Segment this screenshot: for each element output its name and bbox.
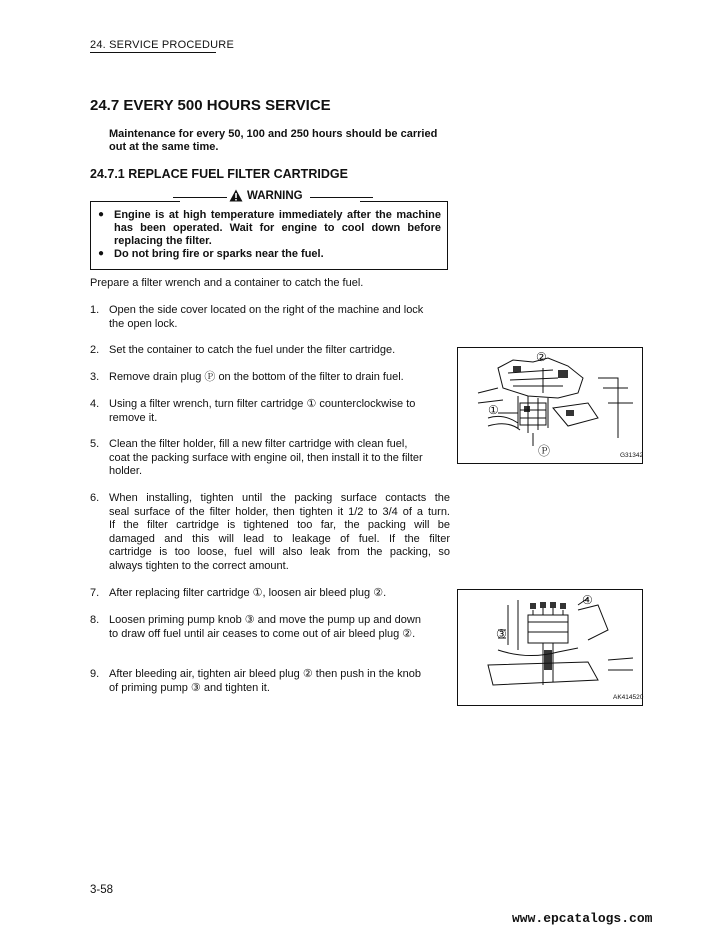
warning-title — [230, 190, 303, 202]
step-line: to draw off fuel until air ceases to come out of air bleed plug ②. — [109, 627, 416, 640]
step-number: 5. — [90, 438, 100, 450]
step-line: Clean the filter holder, fill a new filter cartridge with clean fuel, — [109, 438, 408, 450]
step-number: 3. — [90, 371, 100, 383]
step-number: 7. — [90, 587, 100, 599]
step-line: seal surface of the filter holder, then tighten it 1/2 to 3/4 of a turn. — [109, 505, 450, 518]
figure-priming-pump — [457, 589, 643, 706]
step-6 — [90, 492, 450, 574]
step-line: Set the container to catch the fuel under the filter cartridge. — [109, 344, 396, 356]
figure-code: G31342 — [620, 452, 644, 459]
step-line: If the filter cartridge is tightened too far, the packing will be — [109, 519, 450, 532]
bullet-dot-icon: ● — [98, 209, 105, 220]
callout-drain-plug: Ⓟ — [538, 444, 551, 458]
warning-line: Engine is at high temperature immediately after the machine — [114, 209, 441, 221]
step-line: Loosen priming pump knob ③ and move the pump up and down — [109, 614, 421, 626]
step-9 — [90, 668, 450, 695]
step-line: always tighten to the correct amount. — [109, 559, 289, 572]
step-line: Remove drain plug Ⓟ on the bottom of the filter to drain fuel. — [109, 371, 404, 383]
warning-bullet-item — [97, 209, 441, 248]
callout-priming-pump: ③ — [496, 627, 507, 641]
step-5 — [90, 438, 450, 479]
step-number: 9. — [90, 668, 100, 680]
step-number: 4. — [90, 398, 100, 410]
warning-bullet-item — [97, 248, 441, 261]
intro-line: Maintenance for every 50, 100 and 250 hours should be carried — [109, 128, 438, 140]
running-header: 24. SERVICE PROCEDURE — [90, 39, 234, 51]
step-number: 2. — [90, 344, 100, 356]
step-line: remove it. — [109, 411, 158, 424]
step-2 — [90, 344, 450, 358]
warning-line: replacing the filter. — [114, 235, 212, 247]
step-line: Using a filter wrench, turn filter cartridge ① counterclockwise to — [109, 398, 416, 410]
section-heading: 24.7 EVERY 500 HOURS SERVICE — [90, 97, 331, 114]
step-line: After bleeding air, tighten air bleed plug ② then push in the knob — [109, 668, 421, 680]
step-line: coat the packing surface with engine oil, then install it to the filter — [109, 451, 423, 464]
warning-line: Do not bring fire or sparks near the fuel. — [114, 248, 324, 260]
header-rule — [90, 52, 216, 53]
step-3 — [90, 371, 450, 385]
warning-bullet-list — [97, 209, 441, 261]
callout-air-bleed-plug: ② — [536, 350, 547, 364]
step-line: cartridge is too loose, fuel will also leak from the packing, so — [109, 546, 450, 559]
step-line: the open lock. — [109, 317, 178, 330]
figure-fuel-filter — [457, 347, 643, 464]
intro-paragraph — [109, 128, 454, 154]
step-line: holder. — [109, 465, 143, 478]
subsection-heading: 24.7.1 REPLACE FUEL FILTER CARTRIDGE — [90, 167, 348, 181]
watermark: www.epcatalogs.com — [512, 911, 653, 926]
step-number: 1. — [90, 304, 100, 316]
priming-pump-illustration — [458, 590, 642, 705]
step-1 — [90, 304, 450, 331]
callout-4: ④ — [582, 593, 593, 607]
step-4 — [90, 398, 450, 425]
step-line: After replacing filter cartridge ①, loosen air bleed plug ②. — [109, 587, 387, 599]
step-line: When installing, tighten until the packing surface contacts the — [109, 492, 450, 504]
step-number: 8. — [90, 614, 100, 626]
step-7 — [90, 587, 450, 601]
step-line: damaged and this will lead to leakage of fuel. If the filter — [109, 532, 450, 545]
warning-line: has been operated. Wait for engine to cool down before — [114, 222, 441, 234]
warning-title-rule-right — [310, 197, 373, 198]
intro-line: out at the same time. — [109, 141, 219, 153]
bullet-dot-icon: ● — [98, 248, 105, 259]
page-number: 3-58 — [90, 884, 114, 896]
figure-code: AK414520 — [613, 694, 644, 701]
callout-filter-cartridge: ① — [488, 403, 499, 417]
warning-title-label: WARNING — [247, 190, 303, 202]
prepare-text: Prepare a filter wrench and a container to catch the fuel. — [90, 277, 364, 289]
step-number: 6. — [90, 492, 100, 504]
step-line: of priming pump ③ and tighten it. — [109, 681, 270, 694]
step-line: Open the side cover located on the right of the machine and lock — [109, 304, 424, 316]
warning-title-rule-left — [173, 197, 227, 198]
step-8 — [90, 614, 450, 641]
